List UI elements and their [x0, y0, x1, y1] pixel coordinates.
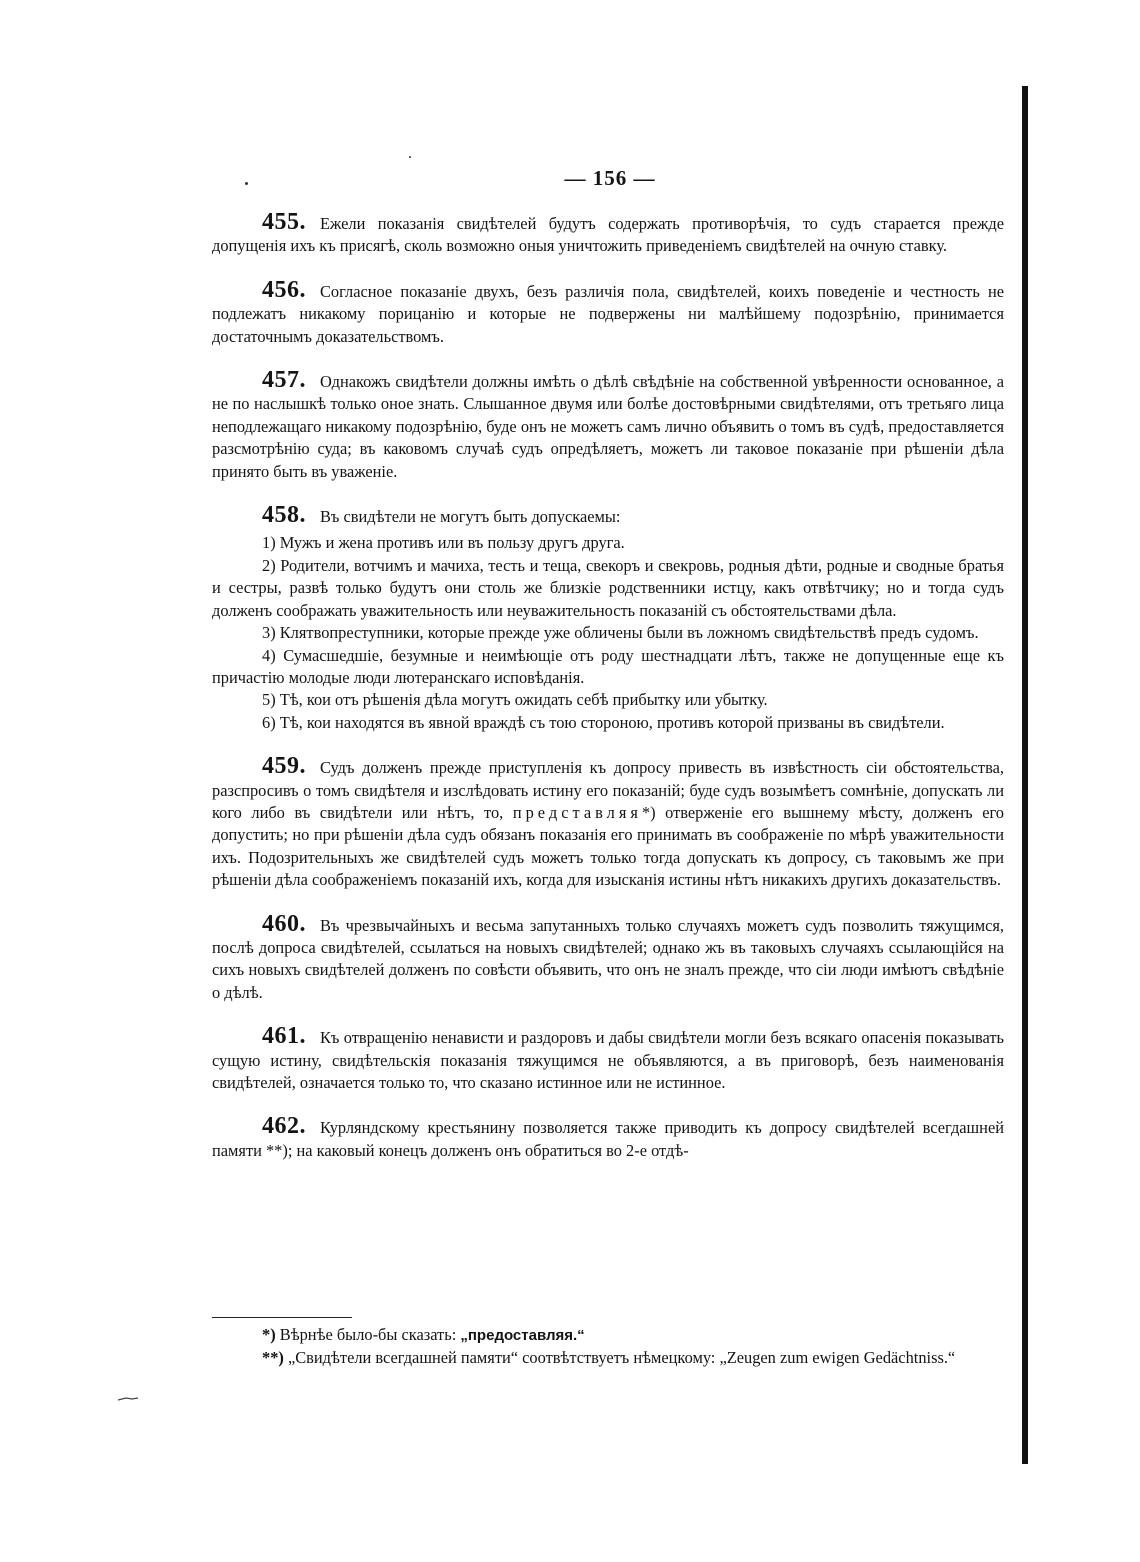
- article-461: [212, 1025, 1004, 1094]
- article-number: 461.: [262, 1023, 306, 1050]
- footnote-2: [212, 1347, 1004, 1369]
- article-text: Курляндскому крестьянину позволяется также приводить къ допросу свидѣтелей всегдашней памяти **); на каковый конецъ долженъ онъ обратиться во 2-е отдѣ-: [212, 1118, 1004, 1160]
- article-number: 457.: [262, 367, 306, 394]
- list-item: 1) Мужъ и жена противъ или въ пользу другъ друга.: [262, 533, 625, 553]
- page-header: [0, 166, 1140, 191]
- article-text: Къ отвращенію ненависти и раздоровъ и дабы свидѣтели могли безъ всякаго опасенія показывать сущую истину, свидѣтельскія показанія тяжущимся не объявляются, а въ приговорѣ, безъ наименованія свидѣтелей, означается только то, что сказано истинное или не истинное.: [212, 1028, 1004, 1092]
- footnotes: [212, 1317, 1004, 1369]
- list-item: 6) Тѣ, кои находятся въ явной враждѣ съ тою стороною, противъ которой призваны въ свидѣтели.: [262, 712, 945, 732]
- article-text: Ежели показанія свидѣтелей будутъ содержать противорѣчія, то судъ старается прежде допущенія ихъ къ присягѣ, сколь возможно оныя уничтожить приведеніемъ свидѣтелей на очную ставку.: [212, 214, 1004, 256]
- footnote-quote: „предоставляя.“: [460, 1327, 585, 1344]
- article-text: Въ свидѣтели не могутъ быть допускаемы:: [320, 507, 621, 527]
- footnote-mark: *): [262, 1325, 276, 1344]
- article-457: [212, 369, 1004, 483]
- article-462: [212, 1115, 1004, 1162]
- list-item: 2) Родители, вотчимъ и мачиха, тесть и теща, свекоръ и свекровь, родныя дѣти, родные и сводные братья и сестры, развѣ только будутъ они столь же близкіе родственники истцу, какъ отвѣтчику; но и тогда судъ долженъ соображать уважительность или неуважительность показаній съ обстоятельствами дѣла.: [212, 555, 1004, 620]
- list-item: 4) Сумасшедшіе, безумные и неимѣющіе отъ роду шестнадцати лѣтъ, также не допущенные еще къ причастію молодые люди лютеранскаго исповѣданія.: [212, 645, 1004, 687]
- article-455: [212, 211, 1004, 258]
- page-edge-rule: [1022, 86, 1028, 1464]
- article-text: Судъ долженъ прежде приступленія къ допросу привесть въ извѣстность сіи обстоятельства, разспросивъ о томъ свидѣтеля и изслѣдовать истину его показаній; буде судъ возымѣетъ сомнѣніе, допускать ли кого либо въ свидѣтели или нѣтъ, то,: [212, 758, 1004, 822]
- article-number: 460.: [262, 910, 306, 937]
- article-456: [212, 276, 1004, 348]
- footnote-text: „Свидѣтели всегдашней памяти“ соотвѣтствуетъ нѣмецкому: „Zeugen zum ewigen Gedächtniss.“: [287, 1348, 956, 1367]
- article-460: [212, 910, 1004, 1005]
- article-459: [212, 755, 1004, 891]
- footnote-rule: [212, 1317, 352, 1318]
- list-item: 5) Тѣ, кои отъ рѣшенія дѣла могутъ ожидать себѣ прибытку или убытку.: [262, 690, 768, 710]
- article-text-continued: *) отверженіе его вышнему мѣсту, долженъ его допустить; но при рѣшеніи дѣла судъ обязанъ показанія его принимать въ соображеніе по мѣрѣ уважительности ихъ. Подозрительныхъ же свидѣтелей судъ можетъ только тогда допускать къ допросу, съ таковымъ же при рѣшеніи дѣла соображеніемъ показаній ихъ, когда для изысканія истины нѣтъ никакихъ другихъ доказательствъ.: [212, 802, 1004, 890]
- main-text: [212, 211, 1004, 1183]
- article-number: 462.: [262, 1113, 306, 1140]
- list-item: 3) Клятвопреступники, которые прежде уже обличены были въ ложномъ свидѣтельствѣ предъ судомъ.: [262, 623, 979, 643]
- article-text: Согласное показаніе двухъ, безъ различія пола, свидѣтелей, коихъ поведеніе и честность не подлежатъ никакому порицанію и которые не подвержены ни малѣйшему подозрѣнію, принимается достаточнымъ доказательствомъ.: [212, 281, 1004, 346]
- article-text: Въ чрезвычайныхъ и весьма запутанныхъ только случаяхъ можетъ судъ позволить тяжущимся, послѣ допроса свидѣтелей, ссылаться на новыхъ свидѣтелей; однако жъ въ таковыхъ случаяхъ ссылающійся на сихъ новыхъ свидѣтелей долженъ по совѣсти объявить, что онъ не зналъ прежде, что сіи люди имѣютъ свѣдѣніе о дѣлѣ.: [212, 915, 1004, 1002]
- speck: [409, 156, 411, 158]
- article-number: 456.: [262, 276, 306, 303]
- margin-mark: [118, 1397, 138, 1401]
- page-number: — 156 —: [564, 166, 656, 190]
- footnote-mark: **): [262, 1348, 284, 1367]
- footnote-1: [212, 1324, 1004, 1347]
- article-number: 459.: [262, 753, 306, 780]
- article-458: [212, 504, 1004, 734]
- footnote-text: Вѣрнѣе было-бы сказать:: [279, 1325, 457, 1344]
- spaced-word: представляя: [512, 802, 642, 822]
- article-number: 458.: [262, 502, 306, 529]
- article-text: Однакожъ свидѣтели должны имѣть о дѣлѣ свѣдѣніе на собственной увѣренности основанное, а не по наслышкѣ только оное знать. Слышанное двумя или болѣе достовѣрными свидѣтелями, отъ третьяго лица неподлежащаго никакому подозрѣнію, буде онъ не можетъ самъ лично объявить о томъ въ судѣ, предоставляется разсмотрѣнію суда; въ каковомъ случаѣ судъ опредѣляетъ, можетъ ли таковое показаніе при рѣшеніи дѣла принято быть въ уваженіе.: [212, 372, 1004, 481]
- article-number: 455.: [262, 209, 306, 235]
